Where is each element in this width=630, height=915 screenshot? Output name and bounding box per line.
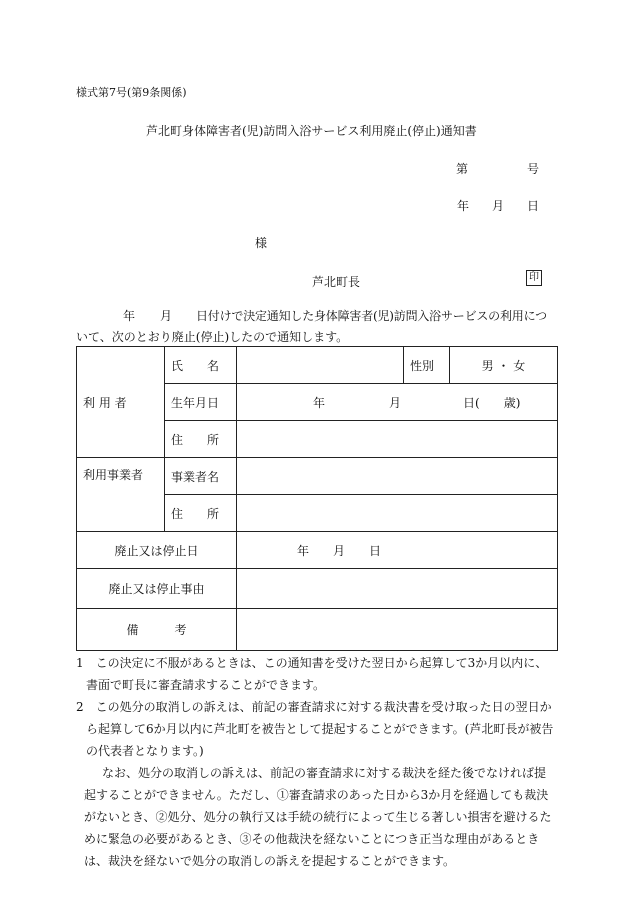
intro-month: 月: [160, 309, 173, 323]
birth-year: 年: [313, 395, 326, 410]
birth-day-age: 日( 歳): [463, 395, 521, 410]
address-value[interactable]: [237, 421, 558, 458]
birth-label: 生年月日: [165, 384, 237, 421]
notes-section: [76, 652, 556, 872]
document-title: 芦北町身体障害者(児)訪問入浴サービス利用廃止(停止)通知書: [146, 124, 477, 138]
provider-address-value[interactable]: [237, 495, 558, 532]
provider-name-value[interactable]: [237, 458, 558, 495]
provider-group-label: 利用事業者: [77, 458, 165, 532]
notification-table: [76, 346, 558, 651]
note-item-1-text: この決定に不服があるときは、この通知書を受けた翌日から起算して3か月以内に、書面で町長に審査請求することができます。: [86, 656, 548, 692]
stop-date-label: 廃止又は停止日: [77, 532, 237, 569]
provider-address-label: 住 所: [165, 495, 237, 532]
birth-month: 月: [389, 395, 402, 410]
note-item-1: [76, 652, 556, 696]
provider-name-label: 事業者名: [165, 458, 237, 495]
form-number: 様式第7号(第9条関係): [76, 86, 187, 99]
gender-label: 性別: [404, 347, 450, 384]
name-value[interactable]: [237, 347, 404, 384]
note-item-2-text: この処分の取消しの訴えは、前記の審査請求に対する裁決書を受け取った日の翌日から起算して6か月以内に芦北町を被告として提起することができます。(芦北町長が被告の代表者となります。): [86, 700, 554, 758]
stop-date-value[interactable]: [237, 532, 558, 569]
intro-year: 年: [123, 309, 136, 323]
addressee-suffix: 様: [255, 236, 268, 250]
doc-number-prefix: 第: [456, 162, 469, 176]
date-year: 年: [457, 199, 470, 213]
remarks-label: 備 考: [77, 609, 237, 651]
remarks-value[interactable]: [237, 609, 558, 651]
reason-value[interactable]: [237, 569, 558, 609]
name-label: 氏 名: [165, 347, 237, 384]
issuer: 芦北町長: [312, 275, 361, 289]
intro-line2: いて、次のとおり廃止(停止)したので通知します。: [76, 330, 349, 344]
reason-label: 廃止又は停止事由: [77, 569, 237, 609]
address-label: 住 所: [165, 421, 237, 458]
gender-options[interactable]: 男 ・ 女: [450, 347, 558, 384]
note-paragraph: なお、処分の取消しの訴えは、前記の審査請求に対する裁決を経た後でなければ提起することができません。ただし、①審査請求のあった日から3か月を経過しても裁決がないとき、②処分、処分の執行又は手続の続行によって生じる著しい損害を避けるために緊急の必要があるとき、③その他裁決を経ないことにつき正当な理由があるときは、裁決を経ないで処分の取消しの訴えを提起することができます。: [84, 766, 552, 868]
seal-stamp: 印: [526, 270, 542, 286]
date-month: 月: [492, 199, 505, 213]
doc-number-suffix: 号: [527, 162, 540, 176]
intro-line1: 日付けで決定通知した身体障害者(児)訪問入浴サービスの利用につ: [196, 309, 547, 323]
user-group-label: 利 用 者: [77, 347, 165, 458]
date-day: 日: [527, 199, 540, 213]
birth-value[interactable]: [237, 384, 558, 421]
note-item-2-number: 2: [76, 700, 84, 714]
note-item-1-number: 1: [76, 656, 84, 670]
note-item-2: [76, 696, 556, 762]
stop-date-text: 年 月 日: [297, 543, 382, 558]
